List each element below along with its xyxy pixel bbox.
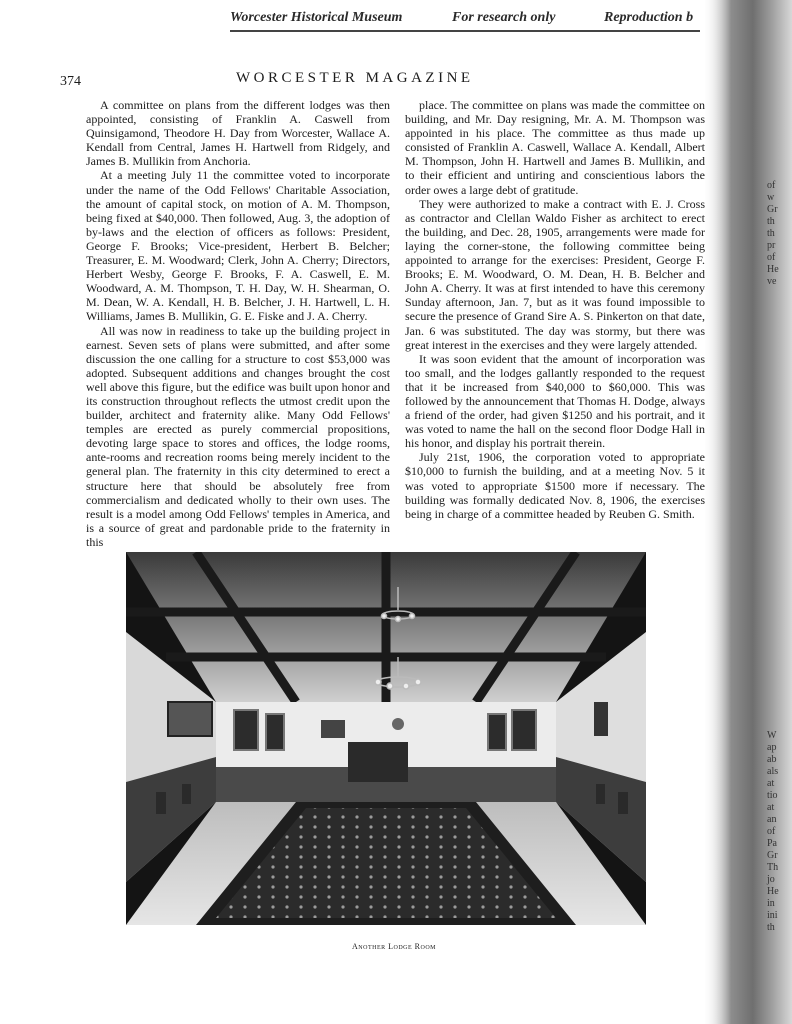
paragraph: They were authorized to make a contract with E. J. Cross as contractor and Clellan Waldo Fisher as architect to erect the building, and Dec. 28, 1905, arrangements were made for laying the corner-stone, the following committee being appointed to arrange for the exercises: President, George F. Brooks; E. M. Woodward, O. M. Dean, H. B. Belcher and John A. Cherry. It was at first intended to have this ceremony Sunday afternoon, Jan. 7, but as it was found impossible to secure the presence of Grand Sire A. S. Pinkerton on that date, Jan. 6 was substituted. The day was stormy, but there was great interest in the exercises and they were largely attended.	[405, 196, 705, 352]
paragraph: It was soon evident that the amount of incorporation was too small, and the lodges gallantly responded to the request that it be increased from $40,000 to $60,000. This was followed by the announcement that Thomas H. Dodge, always a friend of the order, had given $1250 and his portrait, and it was voted to name the hall on the second floor Dodge Hall in his honor, and display his portrait therein.	[405, 351, 705, 451]
magazine-title: WORCESTER MAGAZINE	[236, 70, 474, 86]
lodge-room-photo	[126, 552, 646, 925]
paragraph: At a meeting July 11 the committee voted to incorporate under the name of the Odd Fellows' Charitable Association, the amount of capital stock, on motion of A. M. Thompson, being fixed at $40,000. Then followed, Aug. 3, the adoption of by-laws and the election of officers as follows: President, George F. Brooks; Vice-president, Herbert B. Belcher; Treasurer, E. M. Woodward; Clerk, John A. Cherry; Directors, Herbert Wesby, George F. Brooks, F. A. Caswell, E. M. Woodward, A. M. Thompson, T. H. Day, W. H. Shearman, O. M. Dean, W. A. Kendall, H. B. Belcher, J. H. Hartwell, L. H. Williams, James B. Mullikin, G. E. Fiske and J. A. Cherry.	[86, 168, 390, 324]
stamp-research-text: For research only	[452, 10, 556, 25]
paragraph: July 21st, 1906, the corporation voted to appropriate $10,000 to furnish the building, and at a meeting Nov. 5 it was voted to appropriate $1500 more if necessary. The building was formally dedicated Nov. 8, 1906, the exercises being in charge of a committee headed by Reuben G. Smith.	[405, 450, 705, 521]
paragraph: A committee on plans from the different lodges was then appointed, consisting of Franklin A. Caswell from Quinsigamond, Theodore H. Day from Worcester, Wallace A. Kendall from Central, James H. Hartwell from Ridgely, and James B. Mullikin from Anchoria.	[86, 98, 390, 169]
archive-stamp	[230, 8, 700, 32]
book-gutter-shadow	[705, 0, 792, 1024]
photo-caption: Another Lodge Room	[352, 942, 436, 951]
stamp-reproduction-text: Reproduction b	[604, 10, 694, 25]
page-number: 374	[60, 74, 81, 89]
paragraph: place. The committee on plans was made the committee on building, and Mr. Day resigning, Mr. A. M. Thompson was appointed in his place. The committee as thus made up consisted of Franklin A. Caswell, Wallace A. Kendall, Albert M. Thompson, John H. Hartwell and James B. Mullikin, and to their efficient and untiring and conscientious labors the order owes a large debt of gratitude.	[405, 98, 705, 197]
lodge-room-illustration	[126, 552, 646, 925]
right-column	[405, 98, 705, 521]
bleed-through-text: W ap ab als at tio at an of Pa Gr Th jo He in ini th	[767, 730, 779, 933]
left-column	[86, 98, 390, 549]
stamp-museum-text: Worcester Historical Museum	[230, 10, 403, 25]
paragraph: All was now in readiness to take up the building project in earnest. Seven sets of plans were submitted, and after some discussion the one calling for a structure to cost $53,000 was adopted. Subsequent additions and changes brought the cost well above this figure, but the edifice was built upon honor and its construction throughout reflects the utmost credit upon the builder, architect and fraternity alike. Many Odd Fellows' temples are erected as purely commercial propositions, devoting large space to stores and offices, the lodge rooms, ante-rooms and recreation rooms being merely incident to the general plan. The fraternity in this city determined to erect a structure here that should be absolutely free from commercialism and dedicated wholly to their own uses. The result is a model among Odd Fellows' temples in America, and is a source of great and pardonable pride to the fraternity in this	[86, 323, 390, 549]
bleed-through-text: of w Gr th th pr of He ve	[767, 180, 779, 287]
